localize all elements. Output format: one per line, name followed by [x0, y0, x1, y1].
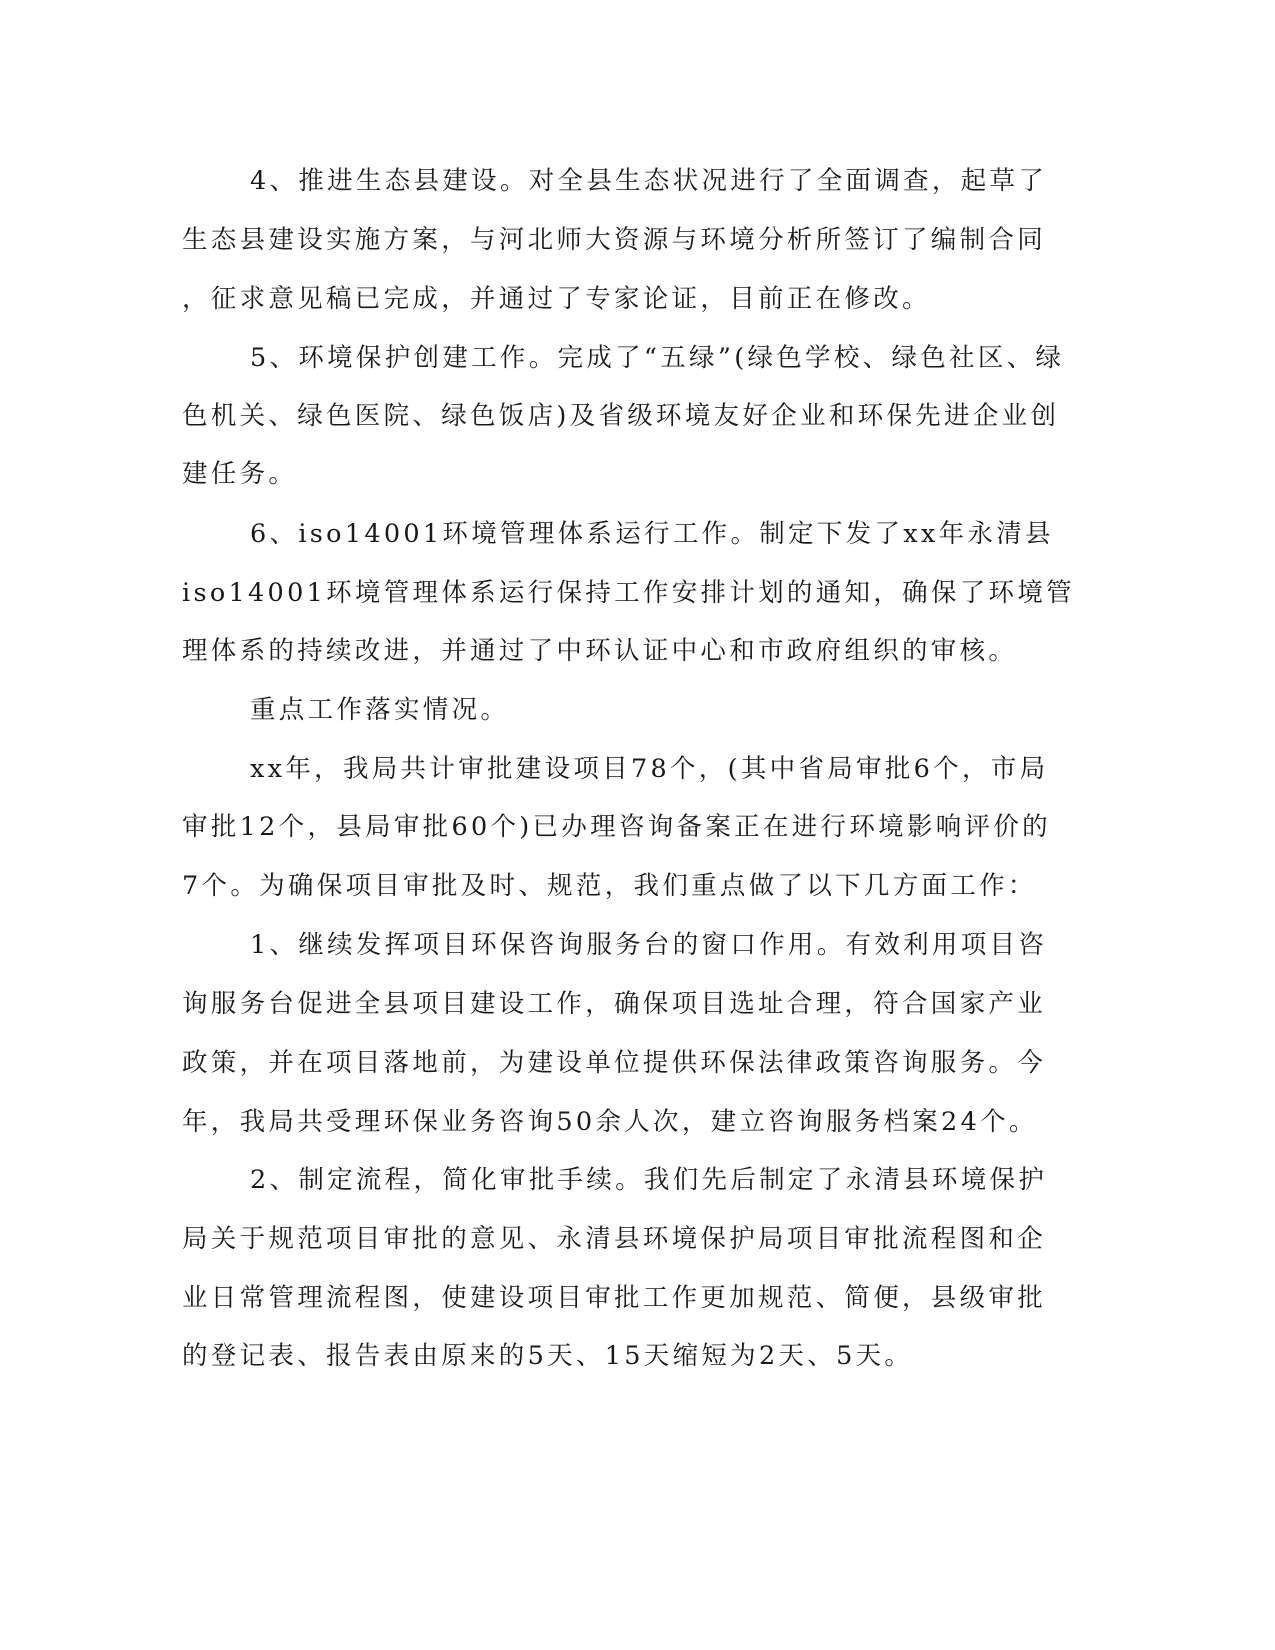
text-line: 2、制定流程，简化审批手续。我们先后制定了永清县环境保护: [250, 1165, 1048, 1195]
text-line: 的登记表、报告表由原来的5天、15天缩短为2天、5天。: [182, 1341, 914, 1371]
text-line: 建任务。: [182, 459, 298, 489]
text-line: 理体系的持续改进，并通过了中环认证中心和市政府组织的审核。: [182, 636, 1018, 666]
text-line: xx年，我局共计审批建设项目78个，(其中省局审批6个，市局: [250, 754, 1049, 784]
text-line: 局关于规范项目审批的意见、永清县环境保护局项目审批流程图和企: [182, 1224, 1047, 1254]
text-line: 色机关、绿色医院、绿色饭店)及省级环境友好企业和环保先进企业创: [182, 401, 1060, 431]
text-line: 询服务台促进全县项目建设工作，确保项目选址合理，符合国家产业: [182, 989, 1047, 1019]
text-line: iso14001环境管理体系运行保持工作安排计划的通知，确保了环境管: [182, 578, 1075, 608]
text-line: 7个。为确保项目审批及时、规范，我们重点做了以下几方面工作：: [182, 871, 1037, 901]
text-line: 生态县建设实施方案，与河北师大资源与环境分析所签订了编制合同: [182, 225, 1047, 255]
text-line: 1、继续发挥项目环保咨询服务台的窗口作用。有效利用项目咨: [250, 930, 1048, 960]
section-heading: 重点工作落实情况。: [250, 695, 510, 725]
text-line: 年，我局共受理环保业务咨询50余人次，建立咨询服务档案24个。: [182, 1107, 1038, 1137]
text-line: 政策，并在项目落地前，为建设单位提供环保法律政策咨询服务。今: [182, 1048, 1047, 1078]
text-line: 审批12个，县局审批60个)已办理咨询备案正在进行环境影响评价的: [182, 812, 1051, 842]
text-line: 6、iso14001环境管理体系运行工作。制定下发了xx年永清县: [250, 519, 1054, 549]
text-line: 5、环境保护创建工作。完成了“五绿”(绿色学校、绿色社区、绿: [250, 343, 1065, 373]
text-line: ，征求意见稿已完成，并通过了专家论证，目前正在修改。: [182, 284, 931, 314]
text-line: 4、推进生态县建设。对全县生态状况进行了全面调查，起草了: [250, 166, 1048, 196]
text-line: 业日常管理流程图，使建设项目审批工作更加规范、简便，县级审批: [182, 1283, 1047, 1313]
